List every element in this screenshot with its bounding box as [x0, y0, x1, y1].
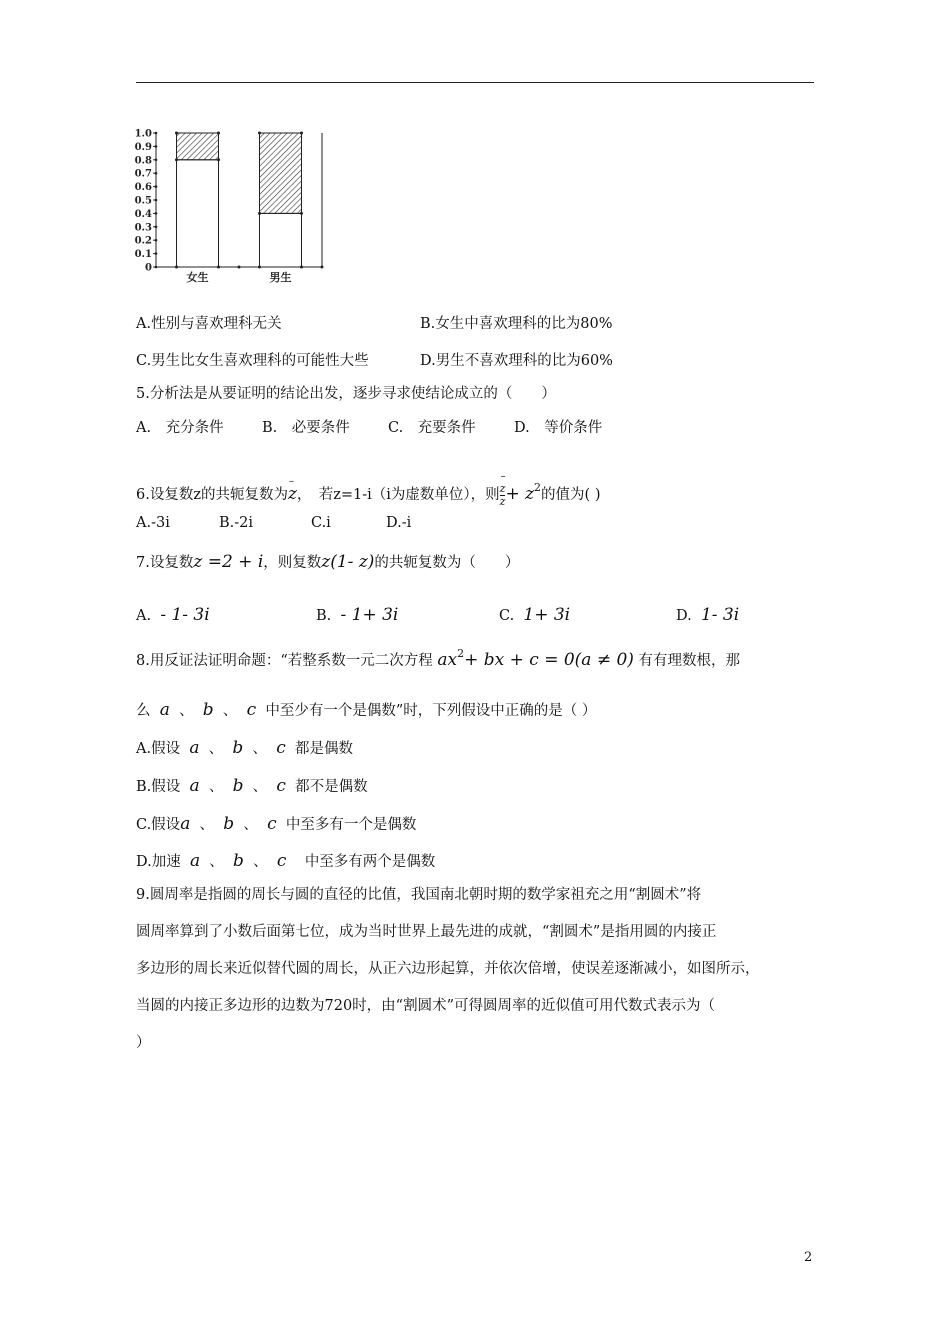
q8-a-post: 都是偶数: [294, 741, 353, 757]
q8-var-c: c: [276, 738, 286, 758]
q8-c-post: 中至多有一个是偶数: [285, 817, 417, 833]
q6-option-b: B.-2i: [219, 515, 254, 531]
bar-男生-hatched: [260, 133, 302, 213]
q8-sep: 、: [208, 741, 224, 757]
q8-option-c: [136, 814, 416, 835]
bar-corner-dot: [175, 266, 178, 269]
page-number: 2: [804, 1250, 813, 1265]
q5-option-d: D. 等价条件: [514, 420, 603, 436]
y-tick-dot: [155, 145, 158, 148]
q4-option-a: A.性别与喜欢理科无关: [136, 316, 282, 332]
q8-sep: 、: [253, 854, 268, 870]
y-tick-dot: [155, 185, 158, 188]
y-tick-dot: [155, 132, 158, 135]
q9-line-4: 当圆的内接正多边形的边数为720时，由“割圆术”可得圆周率的近似值可用代数式表示为（: [136, 998, 715, 1014]
bar-corner-dot: [258, 132, 261, 135]
x-tick-label: 女生: [186, 271, 209, 284]
q8-var-b: b: [232, 738, 244, 758]
bar-corner-dot: [175, 132, 178, 135]
q6-option-c: C.i: [311, 515, 331, 531]
q6-option-d: D.-i: [386, 515, 412, 531]
q5-option-a: A. 充分条件: [136, 420, 224, 436]
q8-var-a: a: [189, 851, 201, 871]
q7-option-d-value: 1- 3i: [700, 605, 740, 625]
bar-corner-dot: [258, 266, 261, 269]
y-tick-label: 0.8: [134, 155, 152, 167]
q9-line-3: 多边形的周长来近似替代圆的周长，从正六边形起算，并依次倍增，使误差逐渐减小，如图所示，: [136, 961, 760, 977]
q7-option-a: [136, 605, 210, 626]
y-tick-dot: [155, 159, 158, 162]
q6-text-1: 6.设复数z的共轭复数为: [136, 487, 288, 503]
header-rule: [136, 82, 814, 83]
q8-option-a: [136, 738, 353, 759]
q7-option-c: [499, 605, 570, 626]
y-tick-dot: [155, 252, 158, 255]
q6-plus-z: + z: [505, 484, 535, 504]
q7-option-c-value: 1+ 3i: [523, 605, 571, 625]
q8-d-post: 中至多有两个是偶数: [304, 854, 436, 870]
q8-var-b: b: [233, 851, 244, 871]
q8-sep: 、: [208, 779, 224, 795]
y-tick-label: 0.6: [134, 182, 152, 194]
q4-option-d: D.男生不喜欢理科的比为60%: [420, 353, 613, 369]
q9-line-1: 9.圆周率是指圆的周长与圆的直径的比值，我国南北朝时期的数学家祖充之用“割圆术”将: [136, 887, 702, 903]
q7-option-b: [316, 605, 398, 626]
y-tick-dot: [155, 226, 158, 229]
y-tick-label: 0.5: [134, 195, 152, 207]
y-tick-label: 0.7: [134, 168, 152, 180]
q5-option-c: C. 充要条件: [388, 420, 476, 436]
bar-corner-dot: [300, 266, 303, 269]
x-tick-dot: [238, 266, 241, 269]
q8-eq-rest: + bx + c = 0(a ≠ 0): [464, 650, 634, 670]
q8-eq-a: ax: [437, 650, 458, 670]
q8-text-1: 8.用反证法证明命题：“若整系数一元二次方程: [136, 653, 433, 669]
q8-sep: 、: [252, 741, 267, 757]
q6-text-3: 的值为( ): [541, 487, 601, 503]
q7-text-2: ，则复数: [263, 555, 322, 571]
q6-stem: [136, 478, 600, 508]
q6-option-a: A.-3i: [136, 515, 170, 531]
q8-l2-pre: 么: [136, 703, 151, 719]
bar-corner-dot: [217, 132, 220, 135]
q8-var-c: c: [276, 776, 286, 796]
q8-option-b: [136, 776, 368, 797]
q7-stem: [136, 552, 519, 573]
y-tick-label: 0.1: [134, 249, 152, 261]
y-tick-label: 0.4: [134, 208, 152, 220]
y-tick-label: 0.2: [134, 235, 152, 247]
q8-text-2: 有有理数根，那: [638, 653, 741, 669]
q9-line-5: ）: [136, 1035, 151, 1051]
q7-option-a-value: - 1- 3i: [160, 605, 210, 625]
x-tick-dot: [321, 266, 324, 269]
q7-expr-2: z(1- z): [321, 552, 375, 572]
q8-var-a: a: [180, 814, 191, 834]
bar-corner-dot: [300, 212, 303, 215]
bar-corner-dot: [217, 266, 220, 269]
y-tick-dot: [155, 172, 158, 175]
q8-var-a: a: [189, 738, 200, 758]
q6-frac-bottom: z: [499, 494, 506, 508]
q6-exp: 2: [534, 481, 542, 494]
q8-sep: 、: [243, 817, 258, 833]
q8-stem-line-2: [136, 700, 596, 721]
q8-var-c: c: [246, 700, 257, 720]
bar-女生-plain: [177, 160, 219, 267]
q7-option-d: [676, 605, 739, 626]
q8-b-post: 都不是偶数: [295, 779, 368, 795]
q6-text-2: ， 若z=1-i（i为虚数单位），则: [296, 487, 500, 503]
q8-var-a: a: [189, 776, 200, 796]
q8-a-pre: A.假设: [136, 741, 181, 757]
q4-option-b: B.女生中喜欢理科的比为80%: [420, 316, 613, 332]
q8-sep: 、: [252, 779, 268, 795]
q8-sep: 、: [209, 854, 224, 870]
q7-option-b-label: B.: [316, 608, 332, 624]
q8-var-b: b: [202, 700, 214, 720]
q8-var-b: b: [232, 776, 244, 796]
q7-option-b-value: - 1+ 3i: [340, 605, 399, 625]
y-tick-dot: [155, 239, 158, 242]
bar-corner-dot: [300, 132, 303, 135]
q5-option-b: B. 必要条件: [262, 420, 350, 436]
q6-frac-top: – z: [500, 483, 506, 496]
y-tick-dot: [155, 199, 158, 202]
q8-eq-exp: 2: [457, 647, 465, 660]
q7-option-d-label: D.: [676, 608, 692, 624]
bar-男生-plain: [260, 213, 302, 267]
bar-corner-dot: [258, 212, 261, 215]
q7-expr-1: z =2 + i: [193, 552, 264, 572]
q8-var-a: a: [159, 700, 170, 720]
q8-option-d: [136, 851, 435, 872]
q8-c-pre: C.假设: [136, 817, 181, 833]
q8-sep: 、: [222, 703, 238, 719]
y-tick-dot: [155, 212, 158, 215]
q8-var-c: c: [267, 814, 277, 834]
y-tick-label: 0.9: [134, 141, 152, 153]
bar-corner-dot: [217, 158, 220, 161]
q4-option-c: C.男生比女生喜欢理科的可能性大些: [136, 353, 369, 369]
q8-b-pre: B.假设: [136, 779, 181, 795]
q7-option-a-label: A.: [136, 608, 152, 624]
y-tick-label: 0: [145, 262, 152, 274]
q8-sep: 、: [179, 703, 194, 719]
bar-女生-hatched: [177, 133, 219, 160]
q8-d-pre: D.加速: [136, 854, 181, 870]
q8-var-c: c: [276, 851, 287, 871]
bar-corner-dot: [175, 158, 178, 161]
q8-sep: 、: [199, 817, 215, 833]
q7-text-3: 的共轭复数为（ ）: [374, 555, 520, 571]
q9-line-2: 圆周率算到了小数后面第七位，成为当时世界上最先进的成就，“割圆术”是指用圆的内接正: [136, 924, 717, 940]
q8-l2-post: 中至少有一个是偶数”时，下列假设中正确的是（ ）: [265, 703, 597, 719]
q7-option-c-label: C.: [499, 608, 515, 624]
q8-stem-line-1: [136, 644, 740, 671]
y-tick-dot: [155, 266, 158, 269]
q5-stem: 5.分析法是从要证明的结论出发，逐步寻求使结论成立的（ ）: [136, 386, 556, 402]
y-tick-label: 1.0: [134, 128, 152, 140]
q8-var-b: b: [223, 814, 235, 834]
y-tick-label: 0.3: [134, 222, 152, 234]
q6-zbar: – z: [288, 484, 297, 504]
bar-chart: [130, 120, 330, 285]
q7-text-1: 7.设复数: [136, 555, 194, 571]
x-tick-label: 男生: [269, 271, 292, 284]
